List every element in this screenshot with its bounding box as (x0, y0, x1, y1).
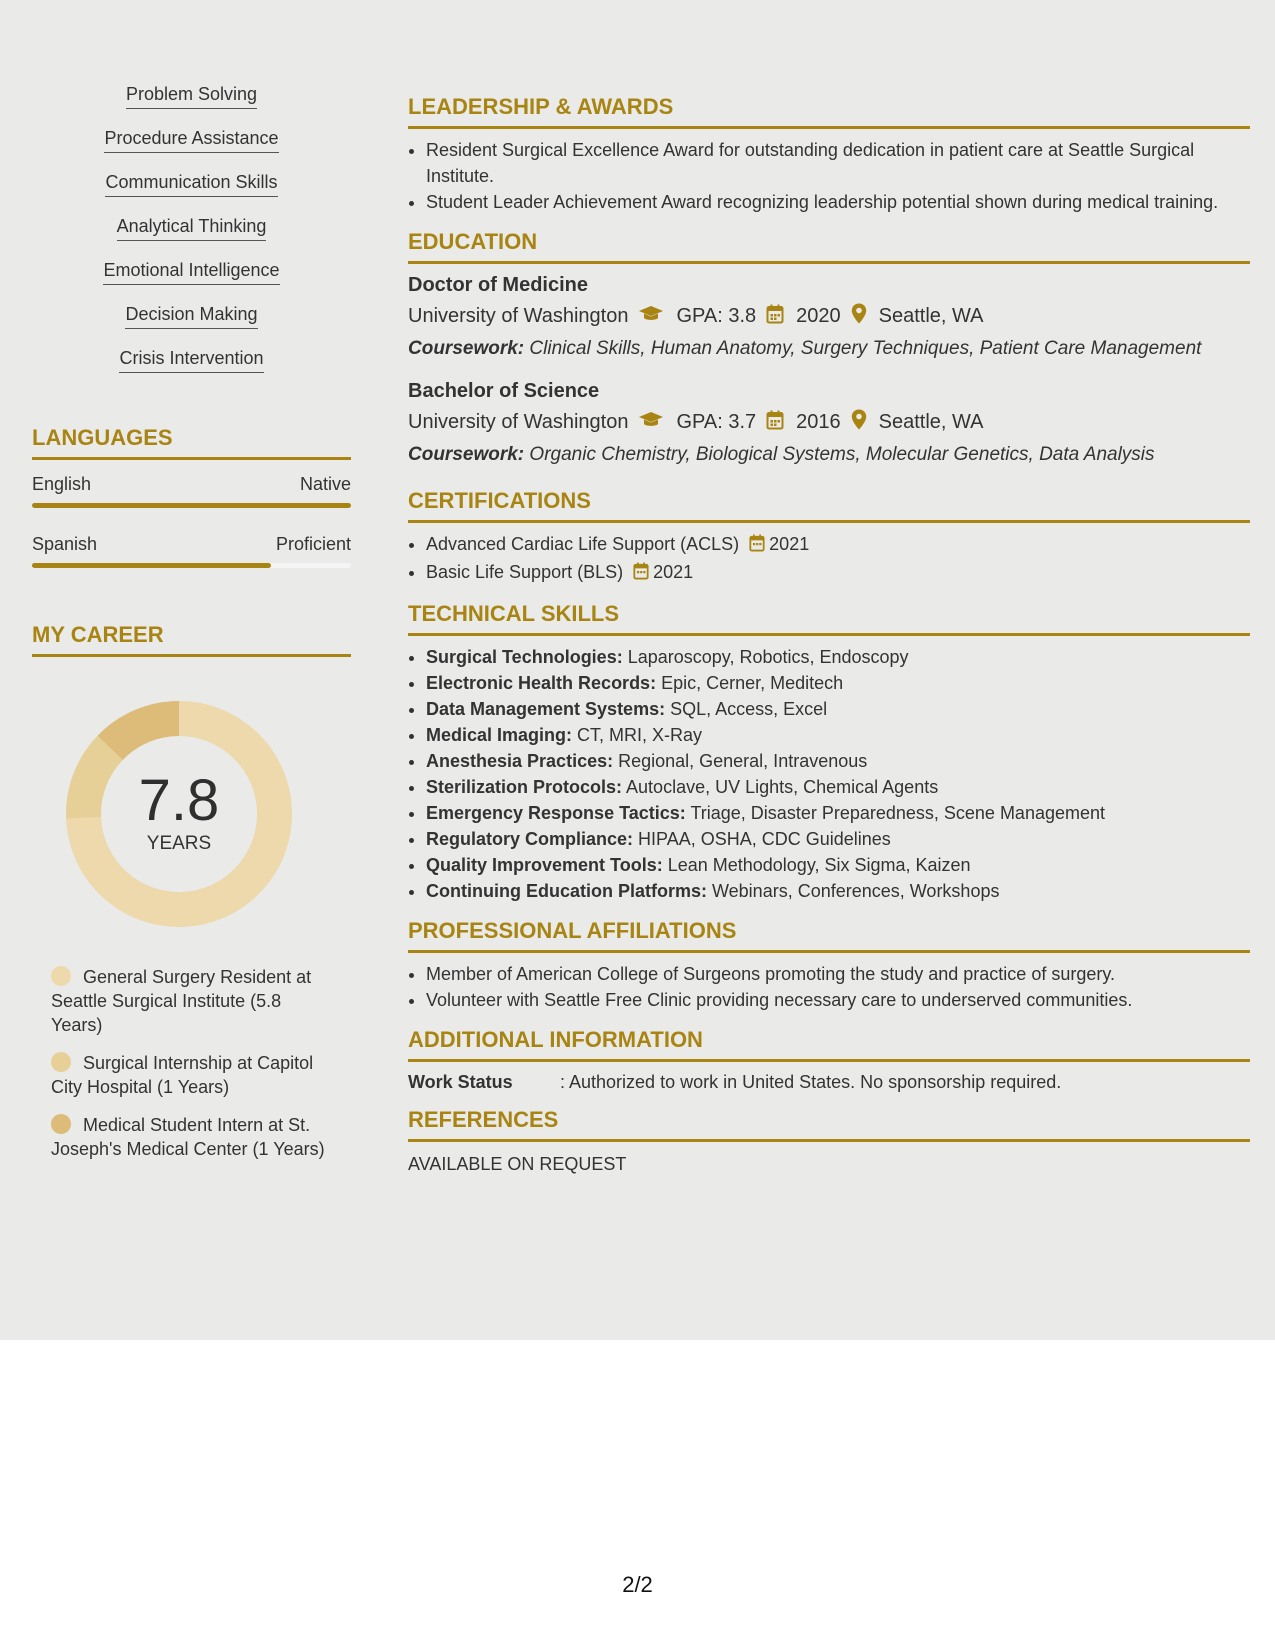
language-bar (32, 503, 351, 508)
affiliations-title: PROFESSIONAL AFFILIATIONS (408, 918, 1250, 953)
tech-skill-item: • Data Management Systems: SQL, Access, Excel (426, 696, 1250, 722)
degree-location: Seattle, WA (878, 305, 984, 327)
right-column (408, 94, 1250, 1189)
skill-item: Communication Skills (32, 172, 351, 197)
technical-skills-section (408, 601, 1250, 904)
calendar-icon (633, 561, 649, 587)
language-level: Proficient (275, 534, 351, 554)
career-legend (51, 965, 331, 1161)
coursework: Coursework: Organic Chemistry, Biological Systems, Molecular Genetics, Data Analysis (408, 444, 1155, 465)
affiliation-item: • Volunteer with Seattle Free Clinic providing necessary care to underserved communities. (426, 987, 1250, 1013)
career-section (32, 622, 351, 1161)
additional-info-section (408, 1027, 1250, 1093)
affiliations-section (408, 918, 1250, 1013)
leadership-title: LEADERSHIP & AWARDS (408, 94, 1250, 129)
references-text: AVAILABLE ON REQUEST (408, 1154, 627, 1174)
tech-skill-item: • Anesthesia Practices: Regional, General, Intravenous (426, 748, 1250, 774)
graduation-cap-icon (638, 305, 664, 329)
skill-item: Crisis Intervention (32, 348, 351, 373)
school-name: University of Washington (408, 411, 629, 433)
skill-item: Emotional Intelligence (32, 260, 351, 285)
gpa: GPA: 3.7 (676, 411, 757, 433)
degree-name: Doctor of Medicine (408, 274, 589, 296)
language-bar (32, 563, 351, 568)
legend-dot (51, 1052, 71, 1072)
graduation-cap-icon (638, 411, 664, 435)
tech-skill-item: • Electronic Health Records: Epic, Cerner, Meditech (426, 670, 1250, 696)
affiliation-item: • Member of American College of Surgeons promoting the study and practice of surgery. (426, 961, 1250, 987)
tech-skill-item: • Surgical Technologies: Laparoscopy, Robotics, Endoscopy (426, 644, 1250, 670)
tech-skill-item: • Medical Imaging: CT, MRI, X-Ray (426, 722, 1250, 748)
legend-dot (51, 1114, 71, 1134)
education-title: EDUCATION (408, 229, 1250, 264)
language-name: Spanish (32, 534, 98, 554)
career-total: 7.8 (138, 768, 220, 833)
references-title: REFERENCES (408, 1107, 1250, 1142)
career-donut-chart (64, 699, 294, 929)
work-status-label: Work Status (408, 1072, 513, 1092)
award-item: • Resident Surgical Excellence Award for outstanding dedication in patient care at Seattle Surgical Institute. (426, 137, 1250, 189)
legend-item: Medical Student Intern at St. Joseph's Medical Center (1 Years) (51, 1115, 325, 1159)
degree-year: 2020 (796, 305, 841, 327)
tech-skill-item: • Continuing Education Platforms: Webinars, Conferences, Workshops (426, 878, 1250, 904)
skills-list (32, 84, 351, 373)
additional-info-title: ADDITIONAL INFORMATION (408, 1027, 1250, 1062)
skill-item: Procedure Assistance (32, 128, 351, 153)
education-section (408, 229, 1250, 466)
legend-item: General Surgery Resident at Seattle Surgical Institute (5.8 Years) (51, 967, 312, 1035)
tech-skill-item: • Regulatory Compliance: HIPAA, OSHA, CDC Guidelines (426, 826, 1250, 852)
leadership-section (408, 94, 1250, 215)
language-item (32, 534, 351, 568)
language-level: Native (299, 474, 351, 494)
language-bar-fill (32, 563, 271, 568)
left-column (32, 84, 351, 1175)
degree-year: 2016 (796, 411, 841, 433)
certification-item: • Basic Life Support (BLS) 2021 (426, 559, 1250, 587)
location-pin-icon (851, 303, 867, 330)
tech-skill-item: • Emergency Response Tactics: Triage, Disaster Preparedness, Scene Management (426, 800, 1250, 826)
coursework: Coursework: Clinical Skills, Human Anatomy, Surgery Techniques, Patient Care Management (408, 338, 1202, 359)
career-title: MY CAREER (32, 622, 351, 657)
degree-location: Seattle, WA (878, 411, 984, 433)
language-bar-fill (32, 503, 351, 508)
tech-skill-item: • Quality Improvement Tools: Lean Methodology, Six Sigma, Kaizen (426, 852, 1250, 878)
calendar-icon (766, 410, 784, 436)
award-item: • Student Leader Achievement Award recognizing leadership potential shown during medical training. (426, 189, 1250, 215)
languages-section (32, 474, 351, 568)
degree-entry (408, 274, 1250, 360)
language-name: English (32, 474, 92, 494)
degree-entry (408, 380, 1250, 466)
page-number: 2/2 (622, 1572, 653, 1597)
calendar-icon (749, 533, 765, 559)
skill-item: Analytical Thinking (32, 216, 351, 241)
certifications-section (408, 488, 1250, 587)
calendar-icon (766, 304, 784, 330)
languages-title: LANGUAGES (32, 425, 351, 460)
school-name: University of Washington (408, 305, 629, 327)
legend-item: Surgical Internship at Capitol City Hospital (1 Years) (51, 1053, 314, 1097)
references-section (408, 1107, 1250, 1175)
degree-name: Bachelor of Science (408, 380, 600, 402)
skill-item: Decision Making (32, 304, 351, 329)
legend-dot (51, 966, 71, 986)
certifications-title: CERTIFICATIONS (408, 488, 1250, 523)
career-unit: YEARS (146, 833, 212, 854)
tech-skill-item: • Sterilization Protocols: Autoclave, UV Lights, Chemical Agents (426, 774, 1250, 800)
work-status-value: : Authorized to work in United States. No sponsorship required. (560, 1072, 1062, 1092)
gpa: GPA: 3.8 (676, 305, 757, 327)
language-item (32, 474, 351, 508)
location-pin-icon (851, 409, 867, 436)
certification-item: • Advanced Cardiac Life Support (ACLS) 2021 (426, 531, 1250, 559)
technical-skills-title: TECHNICAL SKILLS (408, 601, 1250, 636)
skill-item: Problem Solving (32, 84, 351, 109)
